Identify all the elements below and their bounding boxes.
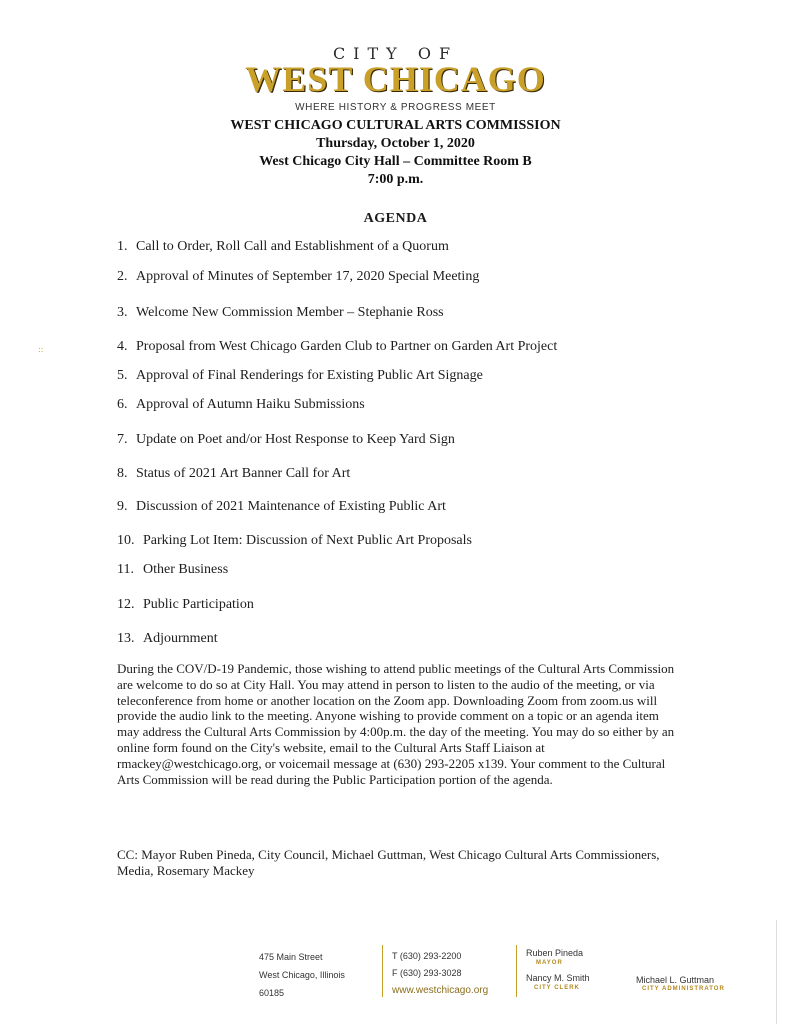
commission-title: WEST CHICAGO CULTURAL ARTS COMMISSION	[230, 118, 561, 133]
footer-phone: T (630) 293-2200	[392, 951, 462, 961]
meeting-date: Thursday, October 1, 2020	[316, 136, 475, 151]
agenda-item	[117, 269, 479, 285]
agenda-item-number: 10.	[117, 533, 135, 548]
agenda-item-number: 7.	[117, 432, 128, 447]
agenda-item-text: Adjournment	[143, 631, 218, 646]
covid-notice: During the COV/D-19 Pandemic, those wishing to attend public meetings of the Cultural Arts Commission are welcome to do so at City Hall. You may attend in person to listen to the audio of the meeting, or via teleconference from home or another location on the Zoom app. Downloading Zoom from zoom.us will provide the audio link to the meeting. Anyone wishing to provide comment on a topic or an agenda item may address the Cultural Arts Commission by 4:00p.m. the day of the meeting. You may do so either by an online form found on the City's website, email to the Cultural Arts Staff Liaison at rmackey@westchicago.org, or voicemail message at (630) 293-2205 x139. Your comment to the Cultural Arts Commission will be read during the Public Participation portion of the agenda.	[117, 661, 675, 787]
agenda-item-text: Other Business	[143, 562, 229, 577]
agenda-item	[117, 562, 228, 578]
mayor-title: MAYOR	[536, 960, 563, 966]
agenda-item	[117, 432, 455, 448]
logo-west-chicago: WEST CHICAGO	[245, 59, 546, 99]
logo-tagline: WHERE HISTORY & PROGRESS MEET	[295, 102, 496, 113]
meeting-location: West Chicago City Hall – Committee Room B	[259, 154, 532, 169]
agenda-item	[117, 305, 444, 321]
administrator-name: Michael L. Guttman	[636, 975, 715, 985]
agenda-item	[117, 239, 449, 255]
agenda-item	[117, 499, 446, 515]
cc-list: CC: Mayor Ruben Pineda, City Council, Michael Guttman, West Chicago Cultural Arts Commissioners, Media, Rosemary Mackey	[117, 847, 660, 878]
address-street: 475 Main Street	[259, 952, 323, 962]
agenda-item-text: Approval of Autumn Haiku Submissions	[136, 397, 365, 412]
agenda-item-number: 9.	[117, 499, 128, 514]
agenda-item	[117, 597, 254, 613]
agenda-item-number: 5.	[117, 368, 128, 383]
logo-city-of: CITY OF	[332, 44, 459, 63]
meeting-time: 7:00 p.m.	[367, 172, 424, 187]
margin-mark: ::	[38, 345, 44, 354]
agenda-item	[117, 397, 365, 413]
agenda-item-number: 1.	[117, 239, 128, 254]
footer-fax: F (630) 293-3028	[392, 968, 462, 978]
agenda-item-number: 4.	[117, 339, 128, 354]
agenda-item-number: 3.	[117, 305, 128, 320]
agenda-item-text: Status of 2021 Art Banner Call for Art	[136, 466, 351, 481]
footer-divider	[382, 945, 383, 997]
agenda-item-text: Proposal from West Chicago Garden Club to Partner on Garden Art Project	[136, 339, 558, 354]
agenda-item	[117, 533, 472, 549]
agenda-item	[117, 339, 557, 355]
agenda-item-number: 13.	[117, 631, 135, 646]
agenda-item-text: Parking Lot Item: Discussion of Next Public Art Proposals	[143, 533, 472, 548]
clerk-title: CITY CLERK	[534, 985, 580, 991]
agenda-item-text: Update on Poet and/or Host Response to Keep Yard Sign	[136, 432, 455, 447]
agenda-item-text: Approval of Minutes of September 17, 2020 Special Meeting	[136, 269, 480, 284]
agenda-item-text: Call to Order, Roll Call and Establishment of a Quorum	[136, 239, 449, 254]
agenda-item-number: 8.	[117, 466, 128, 481]
agenda-item-text: Public Participation	[143, 597, 254, 612]
mayor-name: Ruben Pineda	[526, 948, 584, 958]
agenda-item-text: Approval of Final Renderings for Existing Public Art Signage	[136, 368, 483, 383]
agenda-item-number: 6.	[117, 397, 128, 412]
agenda-item-text: Welcome New Commission Member – Stephanie Ross	[136, 305, 444, 320]
footer-contact	[392, 948, 488, 999]
clerk-name: Nancy M. Smith	[526, 973, 590, 983]
address-city: West Chicago, Illinois	[259, 970, 345, 980]
agenda-item-number: 2.	[117, 269, 128, 284]
agenda-item	[117, 368, 483, 384]
agenda-title: AGENDA	[363, 211, 428, 226]
footer-address	[259, 948, 345, 1002]
agenda-item-number: 11.	[117, 562, 134, 577]
administrator-title: CITY ADMINISTRATOR	[642, 986, 725, 992]
agenda-item	[117, 466, 350, 482]
agenda-item-text: Discussion of 2021 Maintenance of Existing Public Art	[136, 499, 446, 514]
agenda-item	[117, 631, 218, 647]
scan-edge-line	[776, 920, 777, 1024]
footer-divider	[516, 945, 517, 997]
agenda-item-number: 12.	[117, 597, 135, 612]
address-zip: 60185	[259, 988, 285, 998]
footer-website[interactable]: www.westchicago.org	[392, 985, 489, 996]
